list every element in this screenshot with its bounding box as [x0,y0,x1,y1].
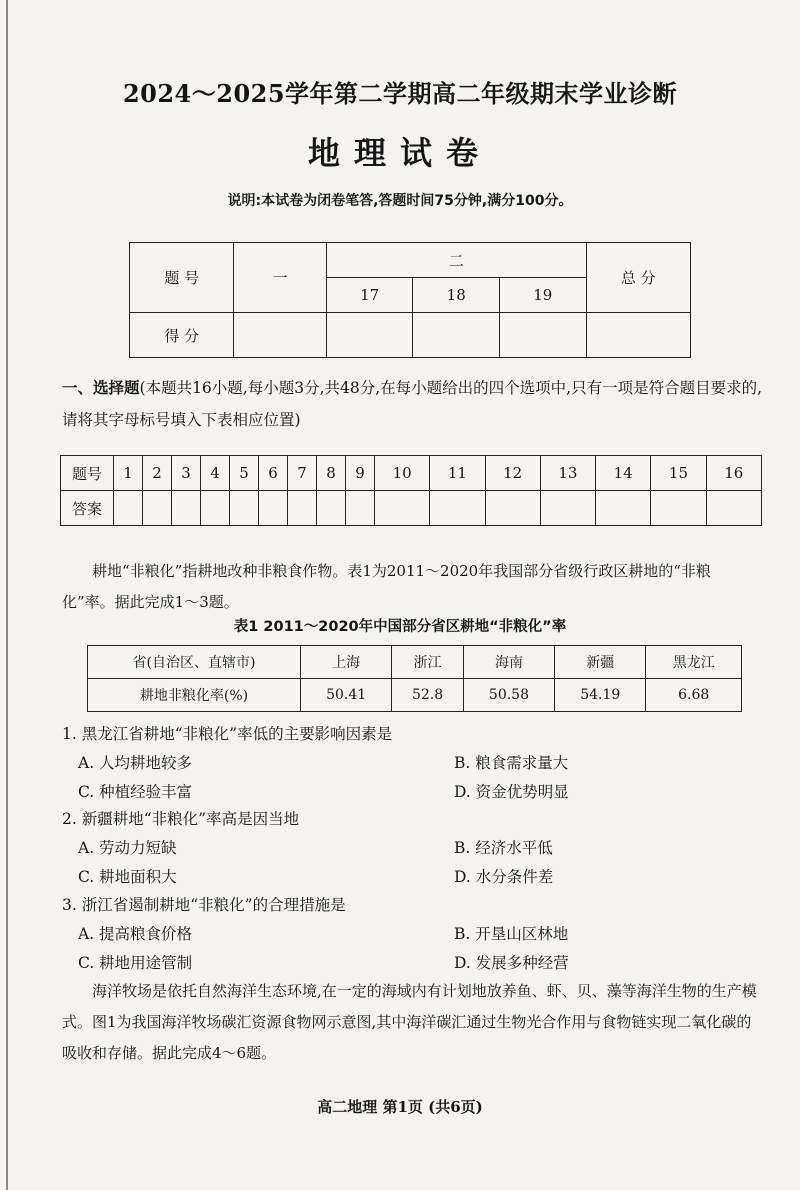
table1-row-label: 省(自治区、直辖市) [88,646,301,679]
option-a: A. 提高粮食价格 [78,925,193,943]
option-d: D. 水分条件差 [454,868,554,886]
table1-rate: 54.19 [555,679,646,712]
option-c: C. 耕地面积大 [78,868,177,886]
answer-number: 3 [172,456,201,491]
question-2 [62,805,762,892]
table1-row-label: 耕地非粮化率(%) [88,679,301,712]
answer-cell [259,491,288,526]
answer-row-label: 题号 [61,456,114,491]
option-b: B. 经济水平低 [454,839,553,857]
table1-region: 黑龙江 [646,646,742,679]
answer-cell [201,491,230,526]
score-label-question: 题 号 [130,243,234,313]
table1-region: 浙江 [392,646,463,679]
table1-caption: 表1 2011～2020年中国部分省区耕地“非粮化”率 [233,619,567,635]
intro-paragraph-2: 海洋牧场是依托自然海洋生态环境,在一定的海域内有计划地放养鱼、虾、贝、藻等海洋生物的生产模式。图1为我国海洋牧场碳汇资源食物网示意图,其中海洋碳汇通过生物光合作用与食物链实现二氧化碳的吸收和存储。据此完成4～6题。 [62,982,757,1062]
answer-cell [540,491,595,526]
score-part1: 一 [234,243,326,313]
question-3 [62,891,762,978]
section1-text: (本题共16小题,每小题3分,共48分,在每小题给出的四个选项中,只有一项是符合题目要求的,请将其字母标号填入下表相应位置) [62,379,763,429]
answer-cell [143,491,172,526]
answer-cell [430,491,485,526]
answer-number: 16 [706,456,761,491]
answer-cell [651,491,706,526]
exam-note: 说明:本试卷为闭卷笔答,答题时间75分钟,满分100分。 [227,193,573,209]
answer-cell [288,491,317,526]
answer-cell [375,491,430,526]
score-cell [326,313,413,358]
table1-region: 新疆 [555,646,646,679]
answer-cell [230,491,259,526]
exam-title: 2024～2025学年第二学期高二年级期末学业诊断 [122,79,678,108]
answer-number: 15 [651,456,706,491]
section1-instructions [62,372,762,436]
score-cell [586,313,690,358]
answer-number: 2 [143,456,172,491]
subject-title: 地理试卷 [307,134,492,172]
table1-rate: 52.8 [392,679,463,712]
answer-number: 14 [596,456,651,491]
answer-number: 6 [259,456,288,491]
answer-number: 4 [201,456,230,491]
option-b: B. 粮食需求量大 [454,754,569,772]
question-stem: 2. 新疆耕地“非粮化”率高是因当地 [62,810,300,828]
table1-rate: 50.41 [301,679,392,712]
score-col-19: 19 [499,278,586,313]
answer-number: 9 [346,456,375,491]
score-table [129,242,691,358]
answer-cell [485,491,540,526]
answer-cell [114,491,143,526]
option-d: D. 资金优势明显 [454,783,569,801]
answer-number: 8 [317,456,346,491]
answer-cell [706,491,761,526]
answer-cell [317,491,346,526]
answer-number: 1 [114,456,143,491]
table1-rate: 6.68 [646,679,742,712]
score-label-score: 得 分 [130,313,234,358]
answer-number: 12 [485,456,540,491]
option-d: D. 发展多种经营 [454,954,569,972]
score-part2: 二 [326,243,586,278]
score-cell [413,313,500,358]
option-c: C. 种植经验丰富 [78,783,193,801]
question-1 [62,720,762,807]
answer-row-label: 答案 [61,491,114,526]
score-total: 总 分 [586,243,690,313]
table1-region: 海南 [463,646,554,679]
score-cell [499,313,586,358]
intro-paragraph-1: 耕地“非粮化”指耕地改种非粮食作物。表1为2011～2020年我国部分省级行政区耕地的“非粮化”率。据此完成1～3题。 [62,562,711,611]
table1-region: 上海 [301,646,392,679]
answer-number: 10 [375,456,430,491]
question-stem: 3. 浙江省遏制耕地“非粮化”的合理措施是 [62,896,346,914]
answer-number: 11 [430,456,485,491]
page-footer: 高二地理 第1页 (共6页) [317,1098,483,1116]
answer-table [60,455,762,526]
section1-heading: 一、选择题 [62,379,140,397]
answer-number: 5 [230,456,259,491]
question-stem: 1. 黑龙江省耕地“非粮化”率低的主要影响因素是 [62,725,393,743]
answer-cell [346,491,375,526]
answer-number: 13 [540,456,595,491]
table1 [87,645,742,712]
answer-cell [596,491,651,526]
option-a: A. 劳动力短缺 [78,839,177,857]
score-cell [234,313,326,358]
table1-rate: 50.58 [463,679,554,712]
option-b: B. 开垦山区林地 [454,925,569,943]
score-col-17: 17 [326,278,413,313]
score-col-18: 18 [413,278,500,313]
option-a: A. 人均耕地较多 [78,754,193,772]
answer-number: 7 [288,456,317,491]
answer-cell [172,491,201,526]
page-edge [6,0,8,1190]
option-c: C. 耕地用途管制 [78,954,193,972]
